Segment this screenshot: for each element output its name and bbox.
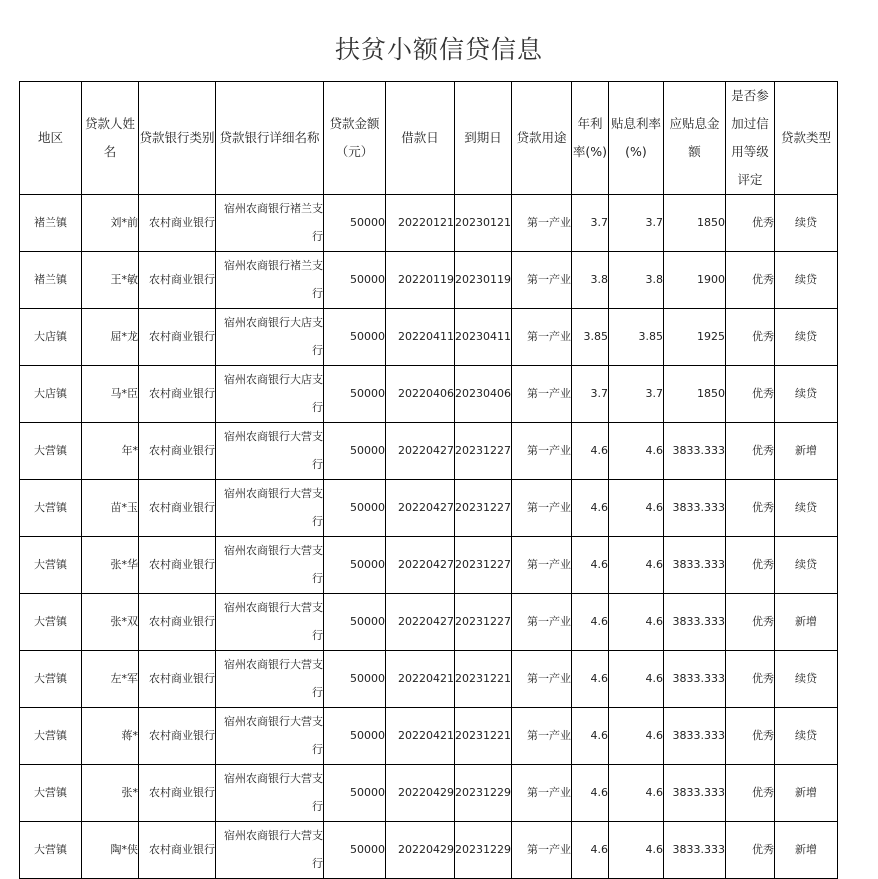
cell-region: 大营镇 (20, 822, 82, 879)
cell-start-date: 20220429 (386, 765, 455, 822)
cell-start-date: 20220421 (386, 651, 455, 708)
header-due-date: 到期日 (455, 82, 512, 195)
cell-loan-purpose: 第一产业 (512, 708, 572, 765)
cell-loan-type: 新增 (775, 822, 838, 879)
cell-loan-amount: 50000 (324, 480, 386, 537)
cell-loan-type: 续贷 (775, 708, 838, 765)
cell-start-date: 20220421 (386, 708, 455, 765)
cell-subsidy-rate: 4.6 (609, 822, 664, 879)
cell-bank-type: 农村商业银行 (139, 708, 216, 765)
cell-bank-name: 宿州农商银行大营支行 (216, 765, 324, 822)
cell-bank-name: 宿州农商银行大营支行 (216, 423, 324, 480)
cell-borrower-name: 陶*侠 (82, 822, 139, 879)
table-row (20, 822, 838, 879)
cell-loan-amount: 50000 (324, 822, 386, 879)
page-title: 扶贫小额信贷信息 (334, 35, 543, 64)
cell-bank-name: 宿州农商银行大营支行 (216, 480, 324, 537)
table-row (20, 366, 838, 423)
table-row (20, 309, 838, 366)
cell-loan-amount: 50000 (324, 651, 386, 708)
table-row (20, 195, 838, 252)
cell-due-date: 20230406 (455, 366, 512, 423)
cell-bank-name: 宿州农商银行大营支行 (216, 651, 324, 708)
header-subsidy-rate: 贴息利率(%) (609, 82, 664, 195)
cell-due-date: 20231221 (455, 651, 512, 708)
cell-bank-type: 农村商业银行 (139, 423, 216, 480)
cell-start-date: 20220427 (386, 423, 455, 480)
cell-annual-rate: 4.6 (572, 594, 609, 651)
cell-credit-rating: 优秀 (726, 765, 775, 822)
cell-subsidy-amount: 3833.333 (664, 537, 726, 594)
cell-due-date: 20230121 (455, 195, 512, 252)
cell-bank-name: 宿州农商银行大营支行 (216, 822, 324, 879)
cell-loan-amount: 50000 (324, 594, 386, 651)
cell-loan-purpose: 第一产业 (512, 366, 572, 423)
loan-table (19, 81, 838, 879)
cell-due-date: 20231229 (455, 765, 512, 822)
cell-subsidy-amount: 3833.333 (664, 651, 726, 708)
cell-loan-type: 新增 (775, 594, 838, 651)
cell-region: 大营镇 (20, 480, 82, 537)
cell-bank-name: 宿州农商银行褚兰支行 (216, 252, 324, 309)
cell-borrower-name: 张*华 (82, 537, 139, 594)
cell-due-date: 20230119 (455, 252, 512, 309)
header-loan-amount: 贷款金额（元） (324, 82, 386, 195)
cell-due-date: 20230411 (455, 309, 512, 366)
cell-start-date: 20220427 (386, 480, 455, 537)
cell-start-date: 20220427 (386, 537, 455, 594)
cell-bank-name: 宿州农商银行褚兰支行 (216, 195, 324, 252)
cell-subsidy-amount: 3833.333 (664, 480, 726, 537)
cell-due-date: 20231221 (455, 708, 512, 765)
cell-start-date: 20220429 (386, 822, 455, 879)
cell-loan-amount: 50000 (324, 765, 386, 822)
cell-loan-purpose: 第一产业 (512, 480, 572, 537)
cell-annual-rate: 4.6 (572, 651, 609, 708)
cell-loan-type: 续贷 (775, 366, 838, 423)
cell-bank-type: 农村商业银行 (139, 309, 216, 366)
table-header-row (20, 82, 838, 195)
cell-bank-type: 农村商业银行 (139, 366, 216, 423)
cell-borrower-name: 张*双 (82, 594, 139, 651)
cell-bank-type: 农村商业银行 (139, 822, 216, 879)
cell-subsidy-amount: 3833.333 (664, 708, 726, 765)
cell-annual-rate: 4.6 (572, 423, 609, 480)
table-row (20, 480, 838, 537)
cell-loan-type: 新增 (775, 423, 838, 480)
cell-credit-rating: 优秀 (726, 252, 775, 309)
cell-due-date: 20231229 (455, 822, 512, 879)
cell-loan-purpose: 第一产业 (512, 195, 572, 252)
cell-bank-name: 宿州农商银行大营支行 (216, 708, 324, 765)
cell-bank-type: 农村商业银行 (139, 765, 216, 822)
cell-loan-type: 新增 (775, 765, 838, 822)
cell-loan-amount: 50000 (324, 366, 386, 423)
cell-bank-type: 农村商业银行 (139, 651, 216, 708)
cell-subsidy-rate: 3.85 (609, 309, 664, 366)
cell-start-date: 20220406 (386, 366, 455, 423)
cell-borrower-name: 蒋* (82, 708, 139, 765)
cell-subsidy-rate: 4.6 (609, 708, 664, 765)
table-body (20, 195, 838, 879)
cell-region: 大营镇 (20, 765, 82, 822)
cell-borrower-name: 张* (82, 765, 139, 822)
cell-loan-type: 续贷 (775, 195, 838, 252)
cell-due-date: 20231227 (455, 480, 512, 537)
header-annual-rate: 年利率(%) (572, 82, 609, 195)
cell-credit-rating: 优秀 (726, 480, 775, 537)
cell-bank-name: 宿州农商银行大营支行 (216, 594, 324, 651)
cell-subsidy-rate: 3.8 (609, 252, 664, 309)
header-bank-name: 贷款银行详细名称 (216, 82, 324, 195)
cell-borrower-name: 左*军 (82, 651, 139, 708)
table-row (20, 537, 838, 594)
cell-region: 大营镇 (20, 423, 82, 480)
cell-borrower-name: 年* (82, 423, 139, 480)
cell-due-date: 20231227 (455, 537, 512, 594)
cell-borrower-name: 刘*前 (82, 195, 139, 252)
cell-loan-amount: 50000 (324, 309, 386, 366)
cell-loan-amount: 50000 (324, 708, 386, 765)
cell-credit-rating: 优秀 (726, 423, 775, 480)
cell-subsidy-amount: 3833.333 (664, 423, 726, 480)
cell-region: 大店镇 (20, 366, 82, 423)
cell-annual-rate: 3.7 (572, 366, 609, 423)
cell-subsidy-amount: 1850 (664, 366, 726, 423)
cell-loan-amount: 50000 (324, 537, 386, 594)
cell-subsidy-rate: 4.6 (609, 651, 664, 708)
cell-subsidy-amount: 1900 (664, 252, 726, 309)
cell-loan-type: 续贷 (775, 252, 838, 309)
cell-subsidy-rate: 4.6 (609, 594, 664, 651)
header-credit-rating: 是否参加过信用等级评定 (726, 82, 775, 195)
cell-loan-type: 续贷 (775, 480, 838, 537)
cell-region: 大店镇 (20, 309, 82, 366)
header-bank-type: 贷款银行类别 (139, 82, 216, 195)
cell-subsidy-amount: 1925 (664, 309, 726, 366)
cell-subsidy-amount: 3833.333 (664, 594, 726, 651)
cell-region: 大营镇 (20, 594, 82, 651)
cell-subsidy-amount: 3833.333 (664, 822, 726, 879)
cell-borrower-name: 屈*龙 (82, 309, 139, 366)
cell-annual-rate: 3.85 (572, 309, 609, 366)
table-row (20, 765, 838, 822)
cell-loan-amount: 50000 (324, 252, 386, 309)
cell-bank-name: 宿州农商银行大店支行 (216, 309, 324, 366)
cell-loan-purpose: 第一产业 (512, 651, 572, 708)
cell-region: 褚兰镇 (20, 252, 82, 309)
cell-bank-type: 农村商业银行 (139, 537, 216, 594)
cell-credit-rating: 优秀 (726, 822, 775, 879)
cell-loan-purpose: 第一产业 (512, 252, 572, 309)
cell-loan-purpose: 第一产业 (512, 822, 572, 879)
cell-credit-rating: 优秀 (726, 366, 775, 423)
cell-loan-purpose: 第一产业 (512, 594, 572, 651)
cell-bank-type: 农村商业银行 (139, 252, 216, 309)
cell-start-date: 20220427 (386, 594, 455, 651)
cell-loan-type: 续贷 (775, 309, 838, 366)
cell-region: 大营镇 (20, 537, 82, 594)
cell-start-date: 20220121 (386, 195, 455, 252)
cell-bank-name: 宿州农商银行大营支行 (216, 537, 324, 594)
cell-credit-rating: 优秀 (726, 309, 775, 366)
cell-credit-rating: 优秀 (726, 537, 775, 594)
cell-due-date: 20231227 (455, 594, 512, 651)
cell-borrower-name: 苗*玉 (82, 480, 139, 537)
table-row (20, 252, 838, 309)
cell-start-date: 20220119 (386, 252, 455, 309)
header-borrower-name: 贷款人姓名 (82, 82, 139, 195)
cell-credit-rating: 优秀 (726, 594, 775, 651)
cell-loan-purpose: 第一产业 (512, 537, 572, 594)
header-loan-type: 贷款类型 (775, 82, 838, 195)
cell-subsidy-rate: 4.6 (609, 537, 664, 594)
cell-annual-rate: 4.6 (572, 765, 609, 822)
cell-annual-rate: 4.6 (572, 822, 609, 879)
cell-annual-rate: 4.6 (572, 537, 609, 594)
cell-loan-amount: 50000 (324, 423, 386, 480)
cell-region: 大营镇 (20, 651, 82, 708)
cell-loan-purpose: 第一产业 (512, 765, 572, 822)
cell-annual-rate: 4.6 (572, 708, 609, 765)
cell-credit-rating: 优秀 (726, 651, 775, 708)
cell-bank-type: 农村商业银行 (139, 594, 216, 651)
cell-borrower-name: 王*敏 (82, 252, 139, 309)
cell-loan-amount: 50000 (324, 195, 386, 252)
table-row (20, 423, 838, 480)
cell-bank-type: 农村商业银行 (139, 195, 216, 252)
cell-bank-type: 农村商业银行 (139, 480, 216, 537)
header-region: 地区 (20, 82, 82, 195)
cell-start-date: 20220411 (386, 309, 455, 366)
cell-subsidy-rate: 3.7 (609, 195, 664, 252)
cell-subsidy-amount: 3833.333 (664, 765, 726, 822)
cell-loan-purpose: 第一产业 (512, 309, 572, 366)
cell-region: 大营镇 (20, 708, 82, 765)
cell-subsidy-rate: 4.6 (609, 765, 664, 822)
cell-bank-name: 宿州农商银行大店支行 (216, 366, 324, 423)
table-row (20, 708, 838, 765)
cell-loan-purpose: 第一产业 (512, 423, 572, 480)
cell-credit-rating: 优秀 (726, 195, 775, 252)
cell-loan-type: 续贷 (775, 651, 838, 708)
cell-annual-rate: 3.7 (572, 195, 609, 252)
cell-annual-rate: 3.8 (572, 252, 609, 309)
cell-subsidy-rate: 4.6 (609, 480, 664, 537)
cell-due-date: 20231227 (455, 423, 512, 480)
header-loan-purpose: 贷款用途 (512, 82, 572, 195)
header-subsidy-amount: 应贴息金额 (664, 82, 726, 195)
cell-borrower-name: 马*臣 (82, 366, 139, 423)
cell-annual-rate: 4.6 (572, 480, 609, 537)
cell-subsidy-rate: 4.6 (609, 423, 664, 480)
cell-subsidy-rate: 3.7 (609, 366, 664, 423)
table-row (20, 594, 838, 651)
cell-region: 褚兰镇 (20, 195, 82, 252)
table-row (20, 651, 838, 708)
cell-subsidy-amount: 1850 (664, 195, 726, 252)
cell-credit-rating: 优秀 (726, 708, 775, 765)
cell-loan-type: 续贷 (775, 537, 838, 594)
header-start-date: 借款日 (386, 82, 455, 195)
